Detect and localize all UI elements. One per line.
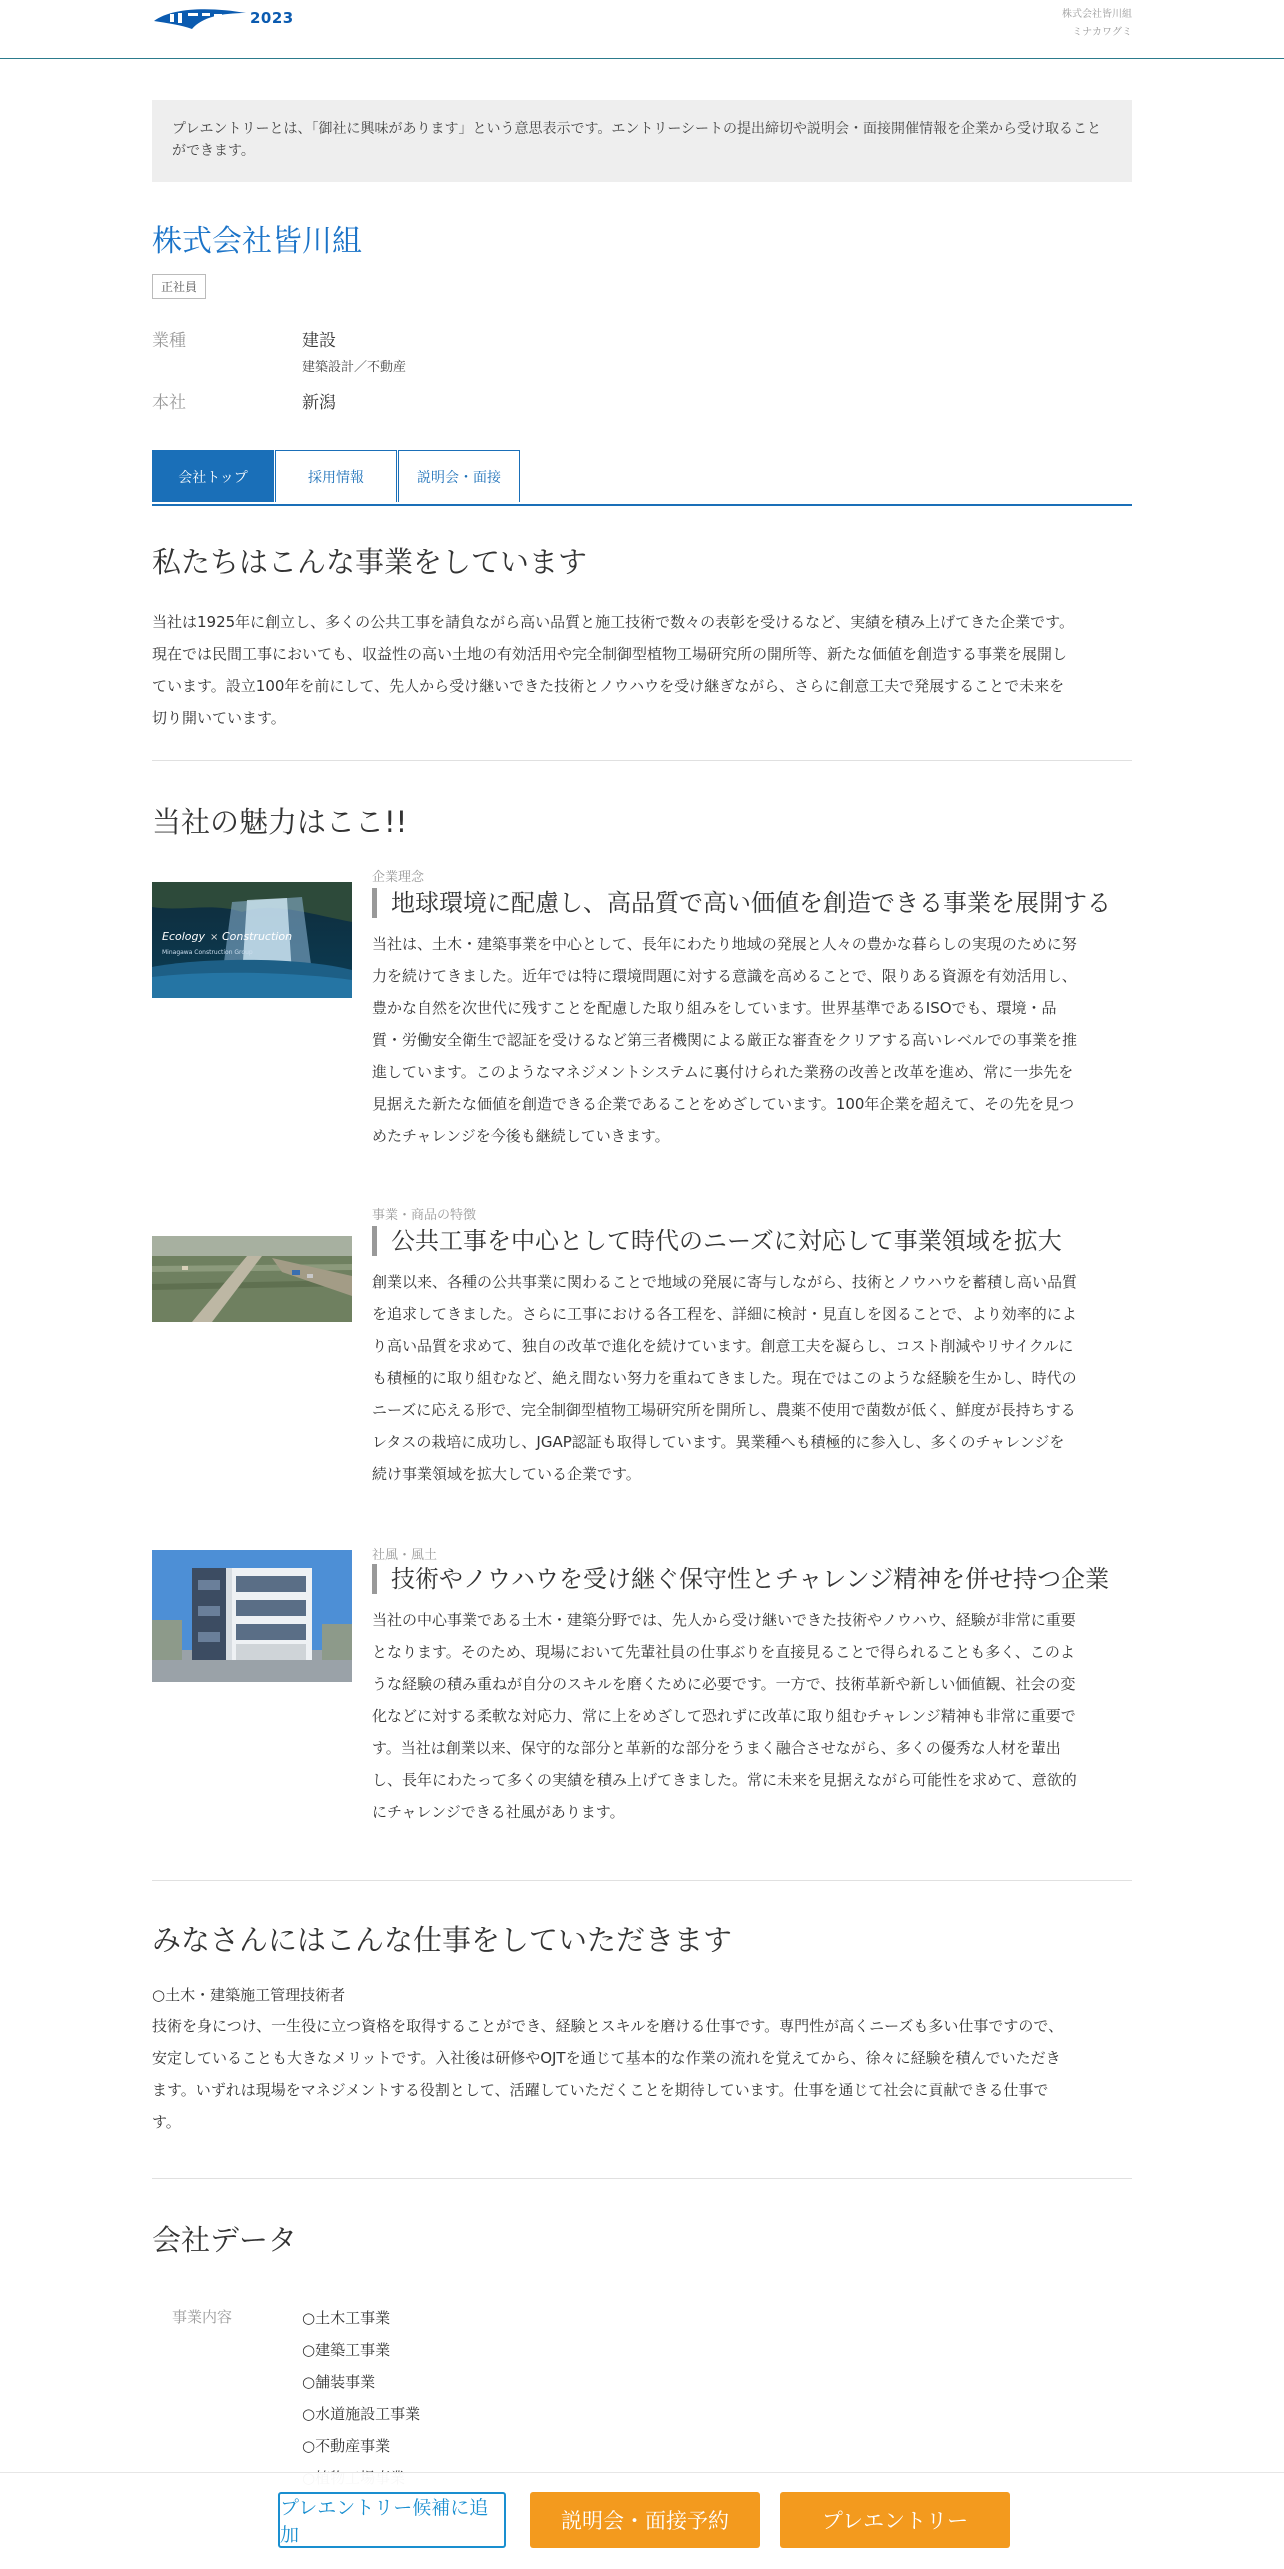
header-company bbox=[1062, 6, 1132, 42]
image-caption-a: Ecology bbox=[162, 930, 206, 943]
image-caption-sep: × bbox=[210, 932, 219, 943]
business-content-list bbox=[302, 2302, 420, 2494]
feature-line: となります。そのため、現場において先輩社員の仕事ぶりを直接見ることで得られることも多く、このよ bbox=[372, 1643, 1075, 1661]
work-line: 技術を身につけ、一生役に立つ資格を取得することができ、経験とスキルを磨ける仕事です。専門性が高くニーズも多い仕事ですので、 bbox=[152, 2017, 1064, 2035]
tab-company-top[interactable]: 会社トップ bbox=[152, 450, 274, 502]
job-title: ○土木・建築施工管理技術者 bbox=[152, 1986, 346, 2004]
divider bbox=[152, 760, 1132, 761]
add-pre-entry-candidate-button[interactable]: プレエントリー候補に追加 bbox=[278, 2492, 506, 2548]
company-tabs bbox=[152, 450, 1132, 506]
hq-label: 本社 bbox=[152, 393, 186, 413]
business-content-label: 事業内容 bbox=[172, 2308, 233, 2326]
work-line: す。 bbox=[152, 2113, 181, 2131]
feature-line: 当社は、土木・建築事業を中心として、長年にわたり地域の発展と人々の豊かな暮らしの実現のために努 bbox=[372, 935, 1077, 953]
work-heading: みなさんにはこんな仕事をしていただきます bbox=[152, 1923, 733, 1957]
feature-line: 見据えた新たな価値を創造できる企業であることをめざしています。100年企業を超えて、その先を見つ bbox=[372, 1095, 1075, 1113]
feature-line: 化などに対する柔軟な対応力、常に上をめざして恐れずに改革に取り組むチャレンジ精神も非常に重要で bbox=[372, 1707, 1076, 1725]
industry-label: 業種 bbox=[152, 331, 186, 351]
image-caption-b: Construction bbox=[222, 930, 293, 943]
rikunabi-logo[interactable] bbox=[152, 4, 294, 32]
site-header bbox=[0, 0, 1284, 59]
feature-line: す。当社は創業以来、保守的な部分と革新的な部分をうまく融合させながら、多くの優秀な人材を輩出 bbox=[372, 1739, 1061, 1757]
feature-line: にチャレンジできる社風があります。 bbox=[372, 1803, 625, 1821]
feature-title: 公共工事を中心として時代のニーズに対応して事業領域を拡大 bbox=[372, 1226, 1132, 1256]
feature-category: 企業理念 bbox=[372, 870, 425, 885]
feature-category: 社風・風土 bbox=[372, 1548, 438, 1563]
appeal-heading: 当社の魅力はここ!! bbox=[152, 805, 408, 839]
apartment-building-image bbox=[152, 1550, 352, 1682]
feature-line: 進しています。このようなマネジメントシステムに裏付けられた業務の改善と改革を進め、常に一歩先を bbox=[372, 1063, 1074, 1081]
feature-line: り高い品質を求めて、独自の改革で進化を続けています。創意工夫を凝らし、コスト削減やリサイクルに bbox=[372, 1337, 1074, 1355]
feature-category: 事業・商品の特徴 bbox=[372, 1208, 477, 1223]
business-line: 当社は1925年に創立し、多くの公共工事を請負ながら高い品質と施工技術で数々の表彰を受けるなど、実績を積み上げてきた企業です。 bbox=[152, 613, 1074, 631]
business-line: ています。設立100年を前にして、先人から受け継いできた技術とノウハウを受け継ぎながら、さらに創意工夫で発展することで未来を bbox=[152, 677, 1065, 695]
construction-site-image bbox=[152, 1236, 352, 1322]
tab-seminar[interactable]: 説明会・面接 bbox=[398, 450, 520, 502]
feature-title: 技術やノウハウを受け継ぐ保守性とチャレンジ精神を併せ持つ企業 bbox=[372, 1564, 1132, 1594]
feature-text bbox=[372, 1266, 1132, 1490]
list-item: ○舗装事業 bbox=[302, 2373, 376, 2391]
feature-line: 当社の中心事業である土木・建築分野では、先人から受け継いできた技術やノウハウ、経験が非常に重要 bbox=[372, 1611, 1076, 1629]
feature-line: レタスの栽培に成功し、JGAP認証も取得しています。異業種へも積極的に参入し、多くのチャレンジを bbox=[372, 1433, 1065, 1451]
pre-entry-button[interactable]: プレエントリー bbox=[780, 2492, 1010, 2548]
work-line: ます。いずれは現場をマネジメントする役割として、活躍していただくことを期待しています。仕事を通じて社会に貢献できる仕事で bbox=[152, 2081, 1049, 2099]
feature-text bbox=[372, 1604, 1132, 1828]
seminar-reservation-button[interactable]: 説明会・面接予約 bbox=[530, 2492, 760, 2548]
work-line: 安定していることも大きなメリットです。入社後は研修やOJTを通じて基本的な作業の流れを覚えてから、徐々に経験を積んでいただき bbox=[152, 2049, 1061, 2067]
feature-line: めたチャレンジを今後も継続していきます。 bbox=[372, 1127, 670, 1145]
list-item: ○不動産事業 bbox=[302, 2437, 391, 2455]
feature-line: 力を続けてきました。近年では特に環境問題に対する意識を高めることで、限りある資源を有効活用し、 bbox=[372, 967, 1077, 985]
rikunabi-logo-icon bbox=[152, 5, 248, 31]
header-company-name: 株式会社皆川組 bbox=[1062, 9, 1132, 20]
feature-line: 豊かな自然を次世代に残すことを配慮した取り組みをしています。世界基準であるISOでも、環境・品 bbox=[372, 999, 1057, 1017]
feature-line: 続け事業領域を拡大している企業です。 bbox=[372, 1465, 641, 1483]
business-line: 切り開いています。 bbox=[152, 709, 286, 727]
feature-text bbox=[372, 928, 1132, 1152]
feature-line: 質・労働安全衛生で認証を受けるなど第三者機関による厳正な審査をクリアする高いレベルでの事業を推 bbox=[372, 1031, 1078, 1049]
list-item: ○建築工事業 bbox=[302, 2341, 391, 2359]
work-description bbox=[152, 2010, 1132, 2138]
employment-tag: 正社員 bbox=[152, 274, 206, 299]
business-line: 現在では民間工事においても、収益性の高い土地の有効活用や完全制御型植物工場研究所の開所等、新たな価値を創造する事業を展開し bbox=[152, 645, 1068, 663]
waterfall-image bbox=[152, 882, 352, 998]
industry-value: 建設 bbox=[302, 331, 336, 351]
header-company-kana: ミナカワグミ bbox=[1072, 27, 1132, 38]
hq-value: 新潟 bbox=[302, 393, 336, 413]
logo-year: 2023 bbox=[250, 9, 294, 27]
feature-title: 地球環境に配慮し、高品質で高い価値を創造できる事業を展開する bbox=[372, 888, 1132, 918]
industry-sub: 建築設計／不動産 bbox=[302, 360, 407, 375]
feature-line: を追求してきました。さらに工事における各工程を、詳細に検討・見直しを図ることで、より効率的によ bbox=[372, 1305, 1077, 1323]
image-caption-small: Minagawa Construction Group bbox=[162, 949, 253, 956]
feature-line: し、長年にわたって多くの実績を積み上げてきました。常に未来を見据えながら可能性を求めて、意欲的 bbox=[372, 1771, 1077, 1789]
list-item: ○水道施設工事業 bbox=[302, 2405, 421, 2423]
pre-entry-notice: プレエントリーとは、「御社に興味があります」という意思表示です。エントリーシートの提出締切や説明会・面接開催情報を企業から受け取ることができます。 bbox=[152, 100, 1132, 182]
feature-line: ニーズに応える形で、完全制御型植物工場研究所を開所し、農薬不使用で菌数が低く、鮮度が長持ちする bbox=[372, 1401, 1076, 1419]
business-description bbox=[152, 606, 1132, 734]
tab-recruitment[interactable]: 採用情報 bbox=[275, 450, 397, 502]
feature-line: うな経験の積み重ねが自分のスキルを磨くために必要です。一方で、技術革新や新しい価値観、社会の変 bbox=[372, 1675, 1076, 1693]
company-name: 株式会社皆川組 bbox=[152, 224, 362, 259]
divider bbox=[152, 1880, 1132, 1881]
list-item: ○土木工事業 bbox=[302, 2309, 391, 2327]
business-heading: 私たちはこんな事業をしています bbox=[152, 545, 588, 579]
feature-line: も積極的に取り組むなど、絶え間ない努力を重ねてきました。現在ではこのような経験を生かし、時代の bbox=[372, 1369, 1077, 1387]
company-data-heading: 会社データ bbox=[152, 2223, 298, 2257]
divider bbox=[152, 2178, 1132, 2179]
feature-line: 創業以来、各種の公共事業に関わることで地域の発展に寄与しながら、技術とノウハウを蓄積し高い品質 bbox=[372, 1273, 1078, 1291]
